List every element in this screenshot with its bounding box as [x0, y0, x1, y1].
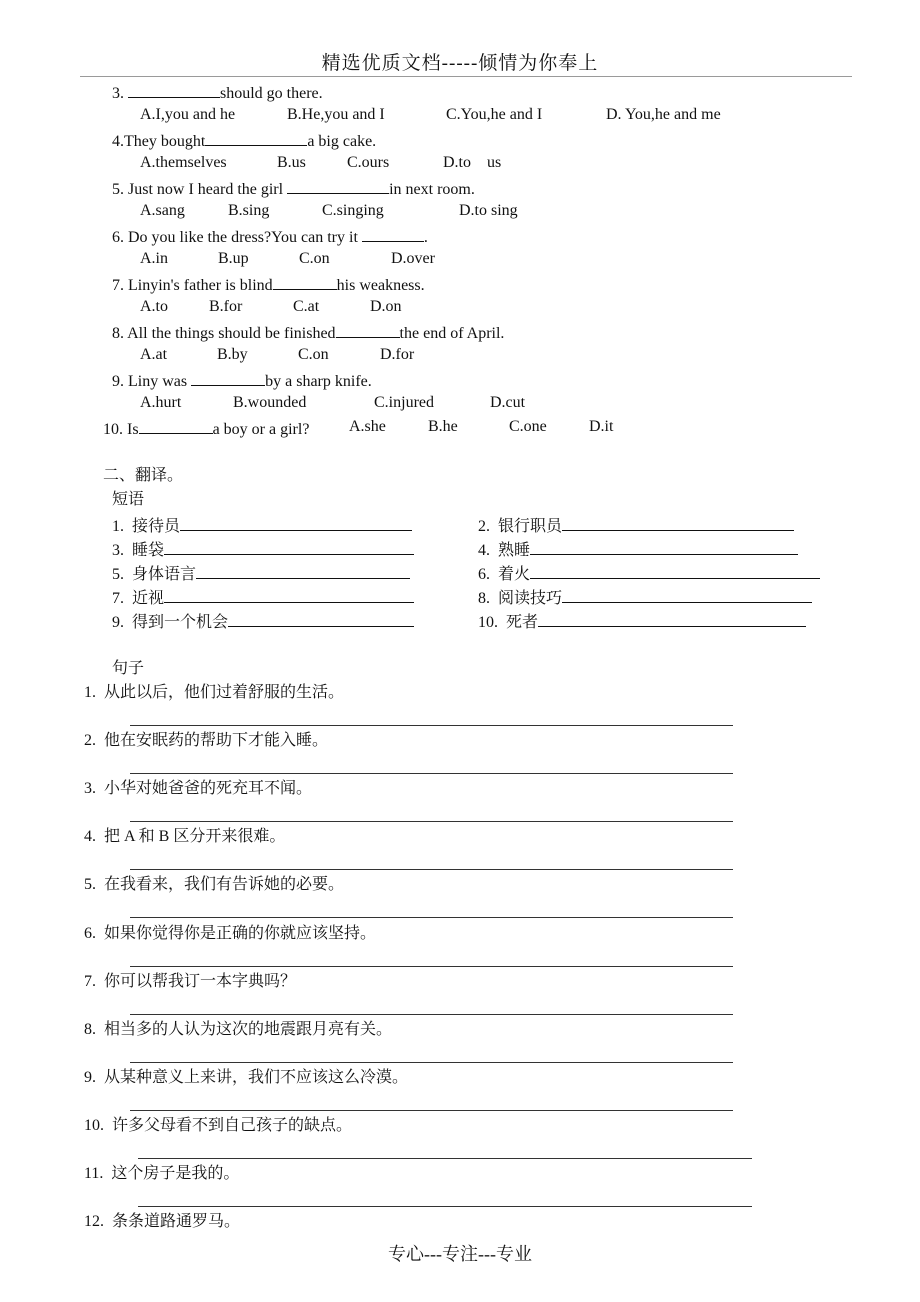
answer-line[interactable]	[130, 966, 733, 967]
question-text: 7. Linyin's father is blind	[112, 277, 273, 294]
phrase-item: 4. 熟睡	[478, 538, 798, 561]
option-d: D. You,he and me	[606, 106, 721, 123]
option-d: D.for	[380, 346, 415, 363]
question-text: 10. Is	[103, 421, 139, 438]
question-text: 9. Liny was	[112, 373, 188, 390]
answer-blank[interactable]	[273, 273, 337, 290]
question-text: 8. All the things should be finished	[112, 325, 336, 342]
sentence-item: 7. 你可以帮我订一本字典吗？	[84, 973, 297, 990]
phrase-item: 3. 睡袋	[112, 538, 414, 561]
answer-line[interactable]	[138, 1206, 752, 1207]
phrase-item: 10. 死者	[478, 610, 806, 633]
answer-blank[interactable]	[562, 586, 812, 603]
option-d: D.over	[391, 250, 435, 267]
option-d: D.it	[589, 418, 614, 435]
answer-line[interactable]	[130, 869, 733, 870]
question-text: a big cake.	[307, 133, 377, 150]
section-heading: 二、翻译。	[103, 467, 184, 484]
answer-blank[interactable]	[362, 225, 424, 242]
answer-blank[interactable]	[538, 610, 806, 627]
answer-blank[interactable]	[139, 417, 213, 434]
sentence-item: 4. 把 A 和 B 区分开来很难。	[84, 828, 286, 845]
option-d: D.to sing	[459, 202, 518, 219]
question-4	[112, 129, 376, 152]
sentence-item: 8. 相当多的人认为这次的地震跟月亮有关。	[84, 1021, 393, 1038]
answer-line[interactable]	[130, 1014, 733, 1015]
phrase-item: 2. 银行职员	[478, 514, 794, 537]
answer-blank[interactable]	[128, 81, 220, 98]
option-c: C.You,he and I	[446, 106, 543, 123]
question-8	[112, 321, 504, 344]
sentence-item: 10. 许多父母看不到自己孩子的缺点。	[84, 1117, 353, 1134]
page-header-title: 精选优质文档-----倾情为你奉上	[321, 53, 599, 74]
question-5	[112, 177, 475, 200]
question-text: 4.They bought	[112, 133, 206, 150]
phrases-label: 短语	[112, 491, 145, 508]
option-c: C.one	[509, 418, 547, 435]
option-d: D.cut	[490, 394, 526, 411]
option-c: C.singing	[322, 202, 384, 219]
sentence-item: 1. 从此以后，他们过着舒服的生活。	[84, 684, 345, 701]
answer-blank[interactable]	[191, 369, 265, 386]
sentence-item: 3. 小华对她爸爸的死充耳不闻。	[84, 780, 313, 797]
option-b: B.sing	[228, 202, 270, 219]
option-b: B.up	[218, 250, 249, 267]
option-a: A.I,you and he	[140, 106, 236, 123]
option-c: C.injured	[374, 394, 434, 411]
sentences-label: 句子	[112, 660, 145, 677]
question-text: should go there.	[220, 85, 323, 102]
answer-blank[interactable]	[180, 514, 412, 531]
phrase-item: 7. 近视	[112, 586, 414, 609]
option-b: B.us	[277, 154, 306, 171]
answer-blank[interactable]	[530, 562, 820, 579]
option-c: C.at	[293, 298, 320, 315]
answer-blank[interactable]	[228, 610, 414, 627]
header-divider	[80, 76, 852, 77]
option-b: B.wounded	[233, 394, 307, 411]
option-d: D.on	[370, 298, 402, 315]
sentence-item: 12. 条条道路通罗马。	[84, 1213, 241, 1230]
answer-blank[interactable]	[562, 514, 794, 531]
answer-line[interactable]	[130, 773, 733, 774]
question-text: his weakness.	[336, 277, 425, 294]
answer-blank[interactable]	[196, 562, 410, 579]
answer-line[interactable]	[138, 1158, 752, 1159]
question-7	[112, 273, 425, 296]
question-text: .	[423, 229, 428, 246]
sentence-item: 2. 他在安眠药的帮助下才能入睡。	[84, 732, 329, 749]
phrase-item: 6. 着火	[478, 562, 820, 585]
sentence-item: 6. 如果你觉得你是正确的你就应该坚持。	[84, 925, 377, 942]
option-b: B.he	[428, 418, 458, 435]
question-3	[112, 81, 323, 104]
option-a: A.hurt	[140, 394, 182, 411]
option-a: A.she	[349, 418, 386, 435]
answer-line[interactable]	[130, 917, 733, 918]
answer-line[interactable]	[130, 1062, 733, 1063]
question-text: the end of April.	[399, 325, 505, 342]
option-b: B.He,you and I	[287, 106, 385, 123]
phrase-item: 9. 得到一个机会	[112, 610, 414, 633]
option-c: C.on	[298, 346, 329, 363]
question-9	[112, 369, 372, 392]
answer-blank[interactable]	[336, 321, 400, 338]
option-a: A.to	[140, 298, 168, 315]
phrase-item: 1. 接待员	[112, 514, 412, 537]
answer-blank[interactable]	[530, 538, 798, 555]
page-footer: 专心---专注---专业	[388, 1244, 532, 1264]
phrase-item: 5. 身体语言	[112, 562, 410, 585]
option-c: C.on	[299, 250, 330, 267]
answer-blank[interactable]	[205, 129, 307, 146]
sentence-item: 5. 在我看来，我们有告诉她的必要。	[84, 876, 345, 893]
question-text: 6. Do you like the dress?You can try it	[112, 229, 358, 246]
option-d: D.to us	[443, 154, 502, 171]
option-a: A.sang	[140, 202, 185, 219]
question-text: a boy or a girl?	[212, 421, 310, 438]
question-text: by a sharp knife.	[265, 373, 372, 390]
question-text: 5. Just now I heard the girl	[112, 181, 284, 198]
answer-line[interactable]	[130, 725, 733, 726]
option-c: C.ours	[347, 154, 390, 171]
option-a: A.themselves	[140, 154, 227, 171]
option-b: B.by	[217, 346, 248, 363]
phrase-item: 8. 阅读技巧	[478, 586, 812, 609]
sentence-item: 9. 从某种意义上来讲，我们不应该这么冷漠。	[84, 1069, 409, 1086]
question-number: 3.	[112, 85, 124, 102]
sentence-item: 11. 这个房子是我的。	[84, 1165, 240, 1182]
answer-blank[interactable]	[287, 177, 389, 194]
option-a: A.in	[140, 250, 168, 267]
option-b: B.for	[209, 298, 243, 315]
answer-line[interactable]	[130, 821, 733, 822]
answer-line[interactable]	[130, 1110, 733, 1111]
answer-blank[interactable]	[164, 586, 414, 603]
answer-blank[interactable]	[164, 538, 414, 555]
question-10	[103, 417, 309, 440]
question-6	[112, 225, 428, 248]
option-a: A.at	[140, 346, 168, 363]
question-text: in next room.	[389, 181, 475, 198]
